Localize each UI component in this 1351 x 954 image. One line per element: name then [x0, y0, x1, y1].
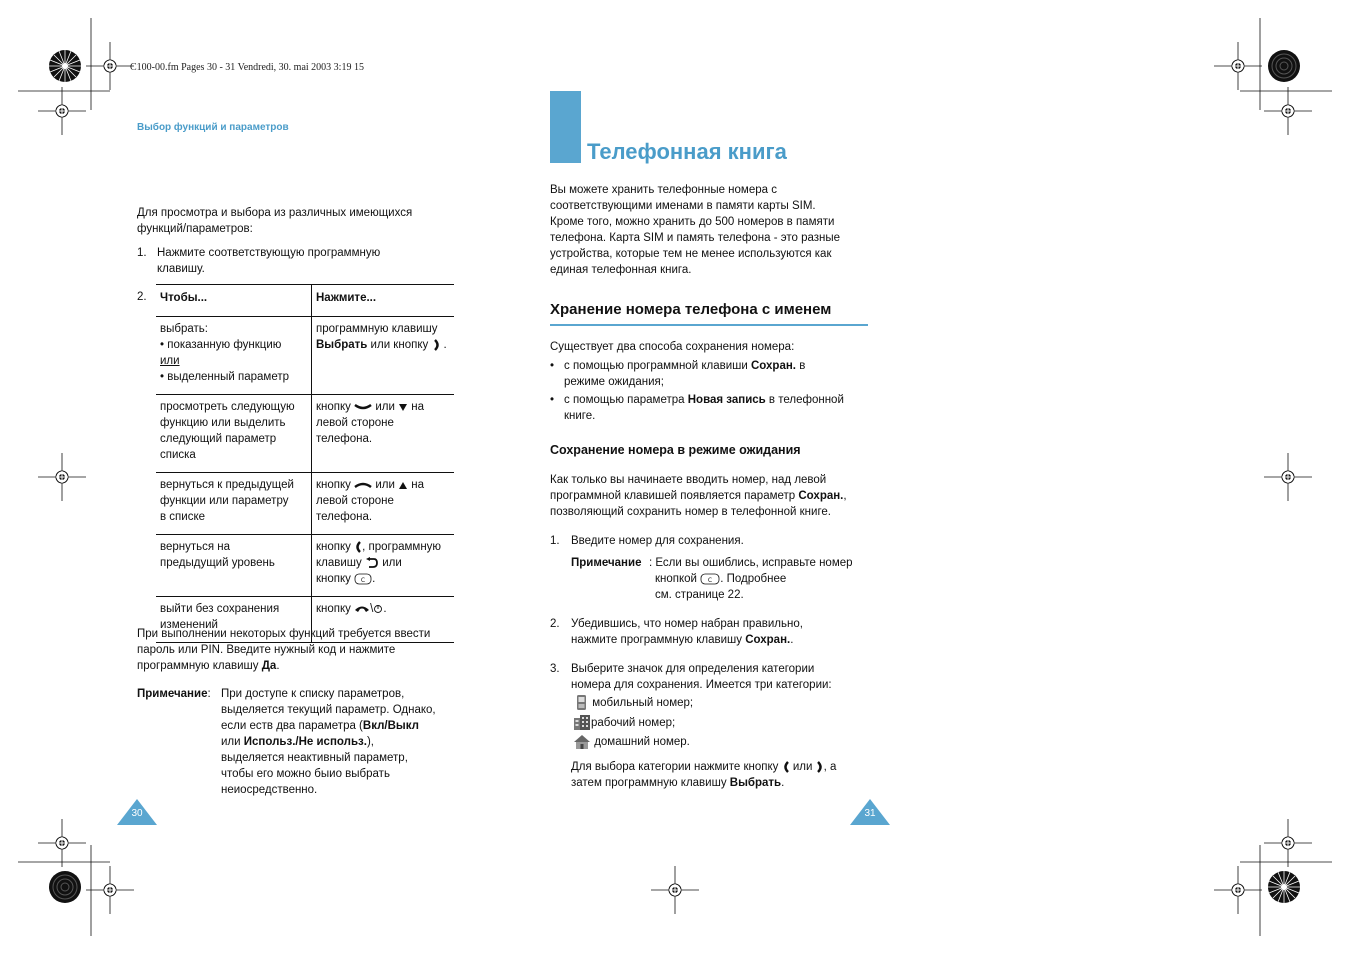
- table-row: просмотреть следующую функцию или выделить следующий параметр списка кнопку или на левой стороне телефона.: [156, 395, 454, 473]
- step-1-number: 1.: [137, 247, 147, 259]
- step-3-text: Выберите значок для определения категории номера для сохранения. Имеется три категории:: [571, 663, 832, 691]
- table-row: вернуться на предыдущий уровень кнопку , программную клавишу или кнопку C .: [156, 535, 454, 597]
- step-1-number: 1.: [550, 535, 560, 547]
- two-ways-text: Существует два способа сохранения номера:: [550, 341, 795, 353]
- left-soft-key-icon: [354, 540, 362, 554]
- clear-key-icon: [700, 573, 720, 585]
- col-header-press: Нажмите...: [312, 285, 455, 317]
- section-heading: Хранение номера телефона с именем: [550, 301, 832, 318]
- step-2-number: 2.: [137, 291, 147, 303]
- home-icon: [573, 734, 591, 750]
- step-1-text: Нажмите соответствующую программную клавишу.: [157, 247, 381, 275]
- file-info: C100-00.fm Pages 30 - 31 Vendredi, 30. mai 2003 3:19 15: [130, 62, 364, 73]
- table-row: выбрать: • показанную функцию или • выделенный параметр программную клавишу Выбрать или кнопку .: [156, 317, 454, 395]
- pin-paragraph: При выполнении некоторых функций требуется ввести пароль или PIN. Введите нужный код и нажмите программную клавишу Да.: [137, 628, 431, 672]
- left-intro: Для просмотра и выбора из различных имеющихся функций/параметров:: [137, 207, 413, 235]
- volume-down-key-icon: [354, 402, 372, 412]
- step-3-number: 3.: [550, 663, 560, 675]
- left-soft-key-icon: [782, 760, 790, 774]
- ring-mark-icon: [1268, 50, 1300, 82]
- mobile-phone-icon: [573, 695, 589, 711]
- section-label: Выбор функций и параметров: [137, 122, 289, 133]
- category-select-text: Для выбора категории нажмите кнопку или , а затем программную клавишу Выбрать.: [571, 761, 837, 789]
- category-mobile: мобильный номер;: [573, 695, 693, 711]
- down-arrow-icon: [398, 402, 408, 412]
- office-building-icon: [573, 715, 591, 731]
- right-intro: Вы можете хранить телефонные номера с соответствующими именами в памяти карты SIM. Кроме того, можно хранить до 500 номеров в памяти телефона. Карта SIM и память телефона - это разные устройства, которые тем не менее используются как единая телефонная книга.: [550, 184, 841, 276]
- right-soft-key-icon: [816, 760, 824, 774]
- page-title: Телефонная книга: [587, 139, 787, 164]
- subsection-heading: Сохранение номера в режиме ожидания: [550, 443, 801, 457]
- step-1-note-label: Примечание: [571, 557, 642, 569]
- bullet-dot: •: [550, 394, 555, 406]
- step-1-note: : Если вы ошиблись, исправьте номер кнопкой C . Подробнее см. странице 22.: [649, 557, 853, 601]
- left-note-text: При доступе к списку параметров, выделяется текущий параметр. Однако, если еств два параметра (Вкл/Выкл или Использ./Не использ.), выделяется неактивный параметр, чтобы его можно быио выбрать неиосредственно.: [221, 688, 436, 796]
- step-2-text: Убедившись, что номер набран правильно, нажмите программную клавишу Сохран..: [571, 618, 803, 646]
- svg-text:C: C: [708, 576, 713, 584]
- left-note-label: Примечание:: [137, 688, 211, 700]
- back-arrow-icon: [365, 557, 379, 569]
- idle-paragraph: Как только вы начинаете вводить номер, над левой программной клавишей появляется параметр Сохран., позволяющий сохранить номер в телефонной книге.: [550, 474, 847, 518]
- up-arrow-icon: [398, 480, 408, 490]
- table-header-row: [156, 285, 454, 317]
- right-soft-key-icon: [431, 338, 443, 352]
- bullet-2: с помощью параметра Новая запись в телефонной книге.: [564, 394, 844, 422]
- svg-text:C: C: [361, 576, 366, 584]
- bullet-1: с помощью программной клавиши Сохран. в режиме ожидания;: [564, 360, 806, 388]
- page-number-right: 31: [850, 798, 890, 824]
- star-mark-icon: [49, 50, 81, 82]
- category-home: домашний номер.: [573, 734, 690, 750]
- title-accent-bar: [550, 91, 581, 163]
- volume-up-key-icon: [354, 480, 372, 490]
- col-header-to: Чтобы...: [156, 285, 312, 317]
- step-1-text: Введите номер для сохранения.: [571, 535, 744, 547]
- category-work: рабочий номер;: [573, 715, 675, 731]
- options-table: [156, 284, 454, 643]
- table-row: выйти без сохранения изменений кнопку \ .: [156, 597, 454, 643]
- step-2-number: 2.: [550, 618, 560, 630]
- heading-underline: [550, 324, 868, 326]
- table-row: вернуться к предыдущей функции или параметру в списке кнопку или на левой стороне телефона.: [156, 473, 454, 535]
- bullet-dot: •: [550, 360, 555, 372]
- end-call-icon: [354, 604, 370, 614]
- page-number-left: 30: [117, 798, 157, 824]
- clear-key-icon: [354, 573, 372, 585]
- power-icon: [373, 604, 383, 614]
